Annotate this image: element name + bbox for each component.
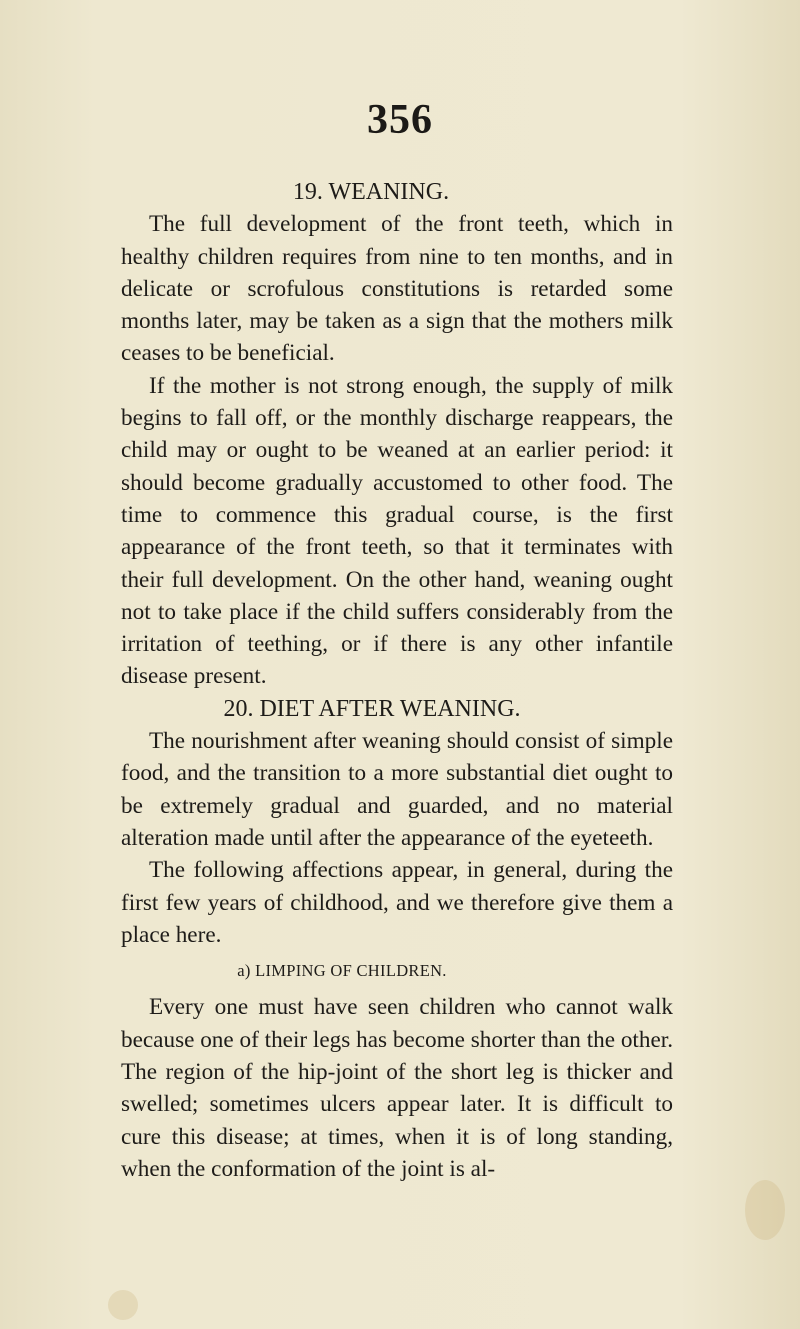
paragraph: The nourishment after weaning should consist of simple food, and the transition to a more substantial diet ought to be extremely gradual and guarded, and no material alteration made until after the appearance of the eyeteeth. [121, 728, 673, 851]
paragraph: The following affections appear, in general, during the first few years of childhood, and we therefore give them a place here. [121, 857, 673, 948]
paragraph: If the mother is not strong enough, the supply of milk begins to fall off, or the monthly discharge reappears, the child may or ought to be weaned at an earlier period: it should become gradually accustomed to other food. The time to commence this gradual course, is the first appearance of the front teeth, so that it terminates with their full development. On the other hand, weaning ought not to take place if the child suffers considerably from the irritation of teething, or if there is any other infantile disease present. [121, 372, 673, 690]
paragraph: Every one must have seen children who cannot walk because one of their legs has become shorter than the other. The region of the hip-joint of the short leg is thicker and swelled; sometimes ulcers appear later. It is difficult to cure this disease; at times, when it is of long standing, when the conformation of the joint is al- [121, 994, 673, 1182]
section-heading-weaning: 19. WEANING. [292, 179, 450, 205]
paragraph: The full development of the front teeth, which in healthy children requires from nine to ten months, and in delicate or scrofulous constitutions is retarded some months later, may be taken as a sign that the mothers milk ceases to be beneficial. [121, 211, 673, 367]
paper-stain [108, 1290, 138, 1320]
section-heading-diet-after-weaning: 20. DIET AFTER WEANING. [223, 695, 521, 722]
page-number: 356 [367, 97, 433, 143]
paper-stain [745, 1180, 785, 1240]
page-body [121, 176, 673, 1185]
subsection-heading-limping: a) LIMPING OF CHILDREN. [237, 961, 447, 981]
